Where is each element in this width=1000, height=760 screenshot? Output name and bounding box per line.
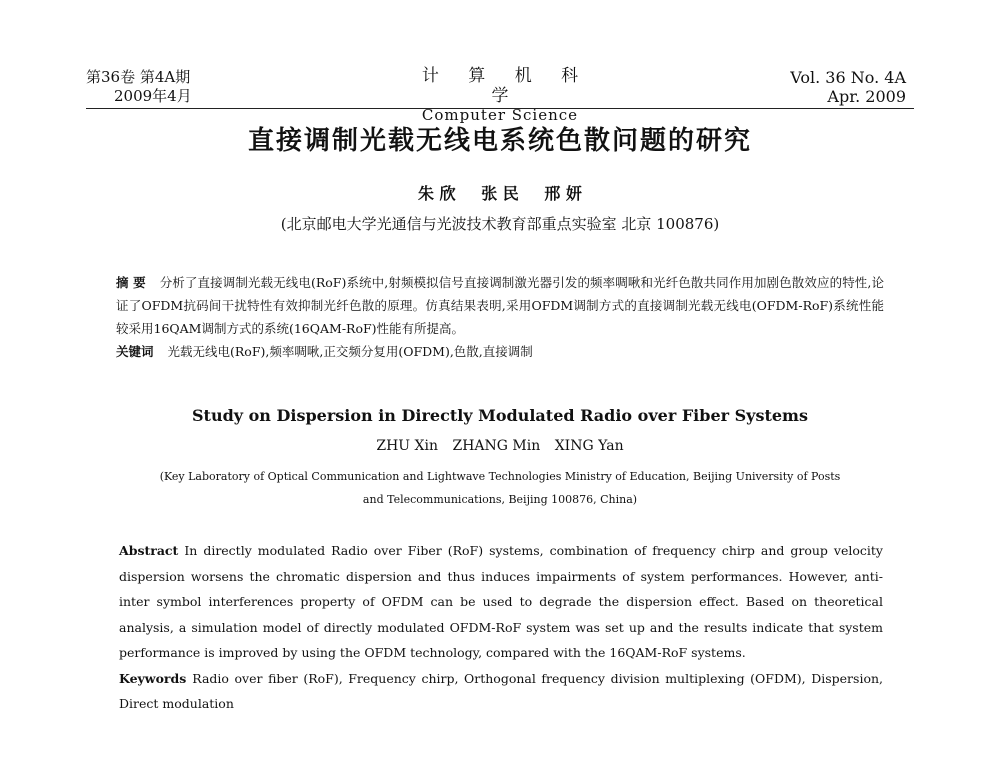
keywords-cn <box>116 340 884 363</box>
affiliation-en <box>0 465 1000 511</box>
abstract-en-label: Abstract <box>119 543 179 558</box>
abstract-cn <box>116 271 884 340</box>
abstract-cn-text: 分析了直接调制光载无线电(RoF)系统中,射频模拟信号直接调制激光器引发的频率啁啾和光纤色散共同作用加剧色散效应的特性,论证了OFDM抗码间干扰特性有效抑制光纤色散的原理。仿真结果表明,采用OFDM调制方式的直接调制光载无线电(OFDM-RoF)系统性能较采用16QAM调制方式的系统(16QAM-RoF)性能有所提高。 <box>116 275 884 336</box>
journal-name <box>400 66 600 124</box>
abstract-cn-block <box>116 271 884 363</box>
keywords-en-label: Keywords <box>119 670 187 686</box>
header-divider <box>86 108 914 109</box>
affiliation-cn: (北京邮电大学光通信与光波技术教育部重点实验室 北京 100876) <box>280 215 720 233</box>
volume-issue-en: Vol. 36 No. 4A <box>790 68 906 87</box>
paper-title-en: Study on Dispersion in Directly Modulated Radio over Fiber Systems <box>192 406 808 425</box>
author-name-cn: 朱 欣 <box>418 184 456 203</box>
keywords-en <box>119 666 883 717</box>
keywords-cn-text: 光载无线电(RoF),频率啁啾,正交频分复用(OFDM),色散,直接调制 <box>167 344 533 359</box>
journal-issue-en <box>790 68 906 106</box>
volume-issue-cn: 第36卷 第4A期 <box>86 68 191 86</box>
author-name-cn: 张 民 <box>481 184 519 203</box>
author-name-en: ZHANG Min <box>452 438 541 454</box>
date-en: Apr. 2009 <box>827 87 906 106</box>
date-cn: 2009年4月 <box>114 87 192 105</box>
journal-name-cn: 计 算 机 科 学 <box>421 66 591 106</box>
journal-name-en: Computer Science <box>421 106 579 124</box>
author-name-en: ZHU Xin <box>376 438 439 454</box>
affiliation-en-line: (Key Laboratory of Optical Communication and Lightwave Technologies Ministry of Education, Beijing University of Posts <box>159 470 841 483</box>
author-list-en <box>0 437 1000 455</box>
abstract-cn-label: 摘 要 <box>116 275 146 290</box>
abstract-en-block <box>119 538 883 717</box>
author-name-en: XING Yan <box>554 438 624 454</box>
author-list-cn <box>0 184 1000 204</box>
keywords-cn-label: 关键词 <box>116 344 154 359</box>
affiliation-en-line: and Telecommunications, Beijing 100876, China) <box>362 493 638 506</box>
abstract-en-text: In directly modulated Radio over Fiber (RoF) systems, combination of frequency chirp and group velocity dispersion worsens the chromatic dispersion and thus induces impairments of system performances. However, anti-inter symbol interferences property of OFDM can be used to degrade the dispersion effect. Based on theoretical analysis, a simulation model of directly modulated OFDM-RoF system was set up and the results indicate that system performance is improved by using the OFDM technology, compared with the 16QAM-RoF systems. <box>119 543 883 660</box>
author-name-cn: 邢 妍 <box>544 184 582 203</box>
journal-issue-cn <box>86 68 192 106</box>
abstract-en <box>119 538 883 666</box>
paper-title-cn: 直接调制光载无线电系统色散问题的研究 <box>247 126 752 156</box>
keywords-en-text: Radio over fiber (RoF), Frequency chirp, Orthogonal frequency division multiplexing (OFDM), Dispersion, Direct modulation <box>119 670 883 711</box>
